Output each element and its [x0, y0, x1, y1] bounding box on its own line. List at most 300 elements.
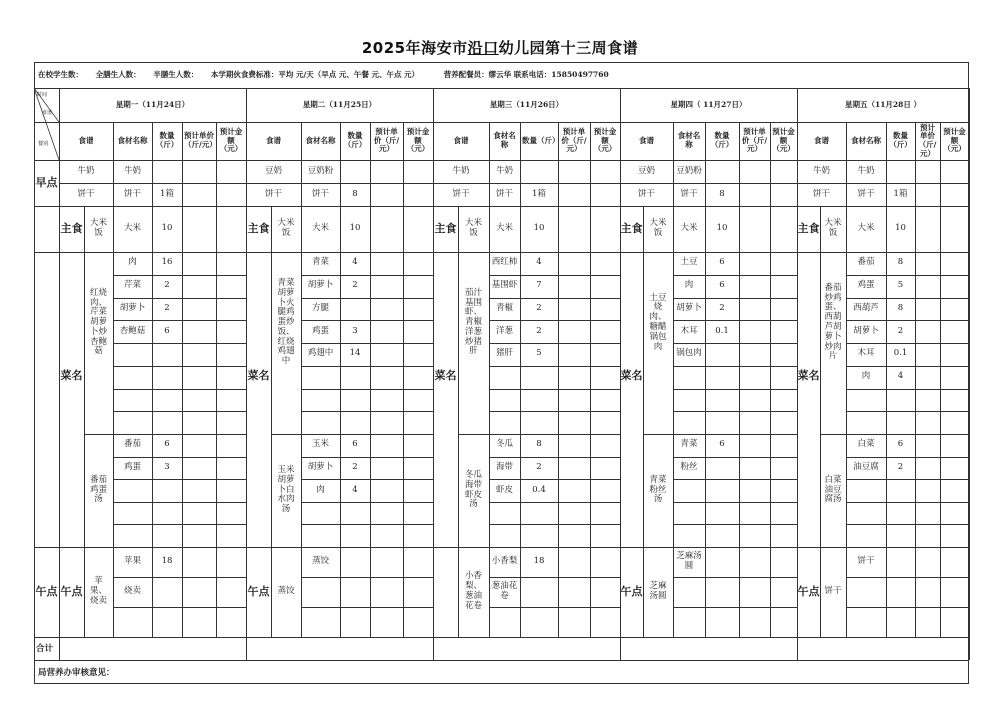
snack-ingredient: 芝麻汤圆: [676, 551, 702, 571]
soup-ingredient: [846, 524, 886, 547]
main-dish-qty: 14: [349, 348, 361, 359]
main-dish-qty: [152, 411, 182, 434]
soup-qty: [705, 457, 739, 480]
soup-qty: 8: [536, 439, 542, 450]
title-prefix: 2025年海安市: [361, 39, 468, 57]
soup-qty: [520, 524, 558, 547]
col-header-ingredient: 食材名称: [305, 135, 336, 145]
main-dish-ingredient: 基围虾: [491, 280, 518, 291]
main-dish-ingredient: [113, 411, 152, 434]
col-header-amount: 预计金额（元）: [406, 127, 430, 154]
snack-label: [797, 547, 820, 637]
staple-qty: 10: [349, 223, 361, 234]
grid-line: [59, 637, 60, 660]
grid-line: [739, 547, 740, 637]
main-dish-qty: [886, 389, 915, 412]
main-dish-ingredient: 猪肝: [495, 348, 513, 359]
grid-line: [182, 122, 183, 547]
grid-line: [370, 547, 371, 637]
snack-recipe: 饼干: [824, 586, 842, 597]
grid-line: [590, 547, 591, 637]
breakfast-qty: [152, 160, 182, 183]
dishes-char-1: 菜: [247, 369, 259, 382]
main-dish-recipe: 青菜胡萝卜火腿鸡蛋炒饭、红烧鸡翅中: [277, 278, 295, 367]
dishes-char-1: 菜: [434, 369, 446, 382]
grid-line: [34, 660, 969, 661]
main-dish-qty: 4: [352, 257, 358, 268]
main-dish-ingredient: 青菜: [311, 257, 329, 268]
main-dish-ingredient: 方腿: [311, 302, 329, 313]
col-header-price: 预计单价（斤/元）: [561, 127, 587, 154]
staple-ingredient: 大米: [680, 223, 698, 234]
main-dish-ingredient: [301, 411, 340, 434]
soup-qty: 3: [164, 462, 170, 472]
main-dish-ingredient: 鸡蛋: [311, 325, 329, 336]
grid-line: [216, 122, 217, 547]
main-dish-ingredient: 肉: [684, 280, 694, 291]
breakfast-char-2: 点: [46, 175, 58, 189]
soup-qty: [152, 479, 182, 502]
day-header: 星期一（11月24日）: [115, 99, 190, 109]
grid-line: [915, 547, 916, 637]
grid-line: [940, 547, 941, 637]
breakfast-recipe: 饼干: [77, 188, 95, 199]
main-dish-qty: 0.1: [715, 325, 729, 336]
staple-char-1: 主: [620, 221, 632, 235]
total-label: 合计: [36, 644, 54, 654]
grid-line: [770, 547, 771, 637]
corner-label-time: 时间: [36, 92, 47, 99]
main-dish-ingredient: 肉: [861, 371, 871, 382]
soup-qty: [886, 524, 915, 547]
snack-qty: [886, 547, 915, 577]
col-header-recipe: 食谱: [78, 135, 94, 145]
main-dish-qty: 6: [719, 257, 725, 268]
day-header: 星期二（11月25日）: [302, 99, 377, 109]
main-dish-qty: [520, 411, 558, 434]
staple-qty: 10: [895, 223, 906, 234]
breakfast-ingredient: 饼干: [311, 188, 329, 199]
snack-ingredient: 苹果: [123, 556, 141, 567]
staple-label: [433, 206, 458, 252]
col-header-price: 预计单价（斤/元）: [184, 131, 217, 149]
snack-ingredient: [301, 577, 340, 607]
fee-standard: 本学期伙食费标准：平均 元/天（早点 元、午餐 元、午点 元）: [210, 70, 420, 79]
col-header-amount: 预计金额（元）: [593, 127, 617, 154]
full-meal-count: 全膳生人数：: [95, 70, 141, 79]
snack-ingredient: [846, 607, 886, 637]
corner-label-meal: 餐别: [37, 141, 48, 148]
main-dish-qty: 3: [352, 325, 358, 336]
soup-qty: [886, 479, 915, 502]
col-header-qty: 数量（斤）: [710, 131, 734, 149]
breakfast-ingredient: 豆奶粉: [307, 165, 334, 176]
main-dish-ingredient: 胡萝卜: [853, 325, 879, 336]
main-dish-ingredient: [489, 389, 520, 412]
main-dish-qty: [152, 366, 182, 389]
main-dish-qty: 8: [897, 257, 904, 268]
breakfast-ingredient: 饼干: [123, 188, 141, 199]
snack-qty: [340, 607, 370, 637]
main-dish-qty: 4: [897, 371, 904, 382]
snack-recipe: 蒸饺: [277, 586, 295, 597]
soup-ingredient: [673, 524, 705, 547]
info-row: [38, 69, 619, 80]
snack-qty: [520, 607, 558, 637]
snack-qty: [886, 577, 915, 607]
snack-qty: 18: [161, 556, 173, 567]
snack-recipe: 芝麻汤圆: [649, 581, 667, 601]
main-dish-qty: 2: [897, 325, 904, 336]
col-header-price: 预计单价（斤/元）: [741, 127, 768, 154]
dishes-char-2: 名: [808, 369, 820, 382]
grid-line: [403, 122, 404, 547]
main-dish-qty: 2: [719, 302, 725, 313]
snack-qty: [152, 577, 182, 607]
main-dish-ingredient: [113, 366, 152, 389]
snack-ingredient: 蒸饺: [311, 556, 329, 567]
dishes-char-1: 菜: [60, 369, 72, 382]
snack-ingredient: 葱油花卷: [491, 581, 518, 601]
grid-line: [558, 547, 559, 637]
grid-line: [770, 122, 771, 547]
breakfast-ingredient: 饼干: [495, 188, 513, 199]
staple-char-1: 主: [797, 221, 809, 235]
dishes-label: [59, 252, 84, 547]
snack-qty: [705, 607, 739, 637]
col-header-ingredient: 食材名称: [493, 131, 516, 149]
snack-ingredient: [846, 577, 886, 607]
breakfast-recipe: 牛奶: [77, 165, 95, 176]
grid-line: [915, 122, 916, 547]
main-dish-qty: 4: [536, 257, 542, 268]
corner-label-recipe: 食谱: [41, 110, 52, 117]
breakfast-ingredient: 牛奶: [857, 165, 875, 176]
main-dish-recipe: 茄汁基围虾、青椒洋葱炒猪肝: [464, 287, 482, 357]
main-dish-recipe: 番茄炒鸡蛋、西葫芦胡萝卜炒肉片: [824, 282, 842, 362]
breakfast-label: [34, 160, 59, 206]
grid-line: [370, 122, 371, 547]
snack-char-1: 午: [247, 584, 259, 598]
col-header-qty: 数量（斤）: [889, 131, 912, 149]
snack-qty: [705, 547, 739, 577]
students-count: 在校学生数：: [38, 70, 83, 79]
dishes-label: [797, 252, 820, 547]
snack-char-2: 点: [71, 584, 83, 598]
col-header-recipe: 食谱: [814, 135, 829, 145]
col-header-recipe: 食谱: [266, 135, 281, 145]
half-meal-count: 半膳生人数：: [153, 70, 199, 79]
breakfast-qty: 1箱: [893, 188, 908, 199]
main-dish-qty: [705, 366, 739, 389]
snack-qty: [340, 577, 370, 607]
staple-label: [59, 206, 84, 252]
breakfast-qty: [340, 160, 370, 183]
main-dish-ingredient: 西葫芦: [853, 302, 879, 313]
dishes-char-1: 菜: [797, 369, 809, 382]
grid-line: [34, 637, 969, 638]
snack-ingredient: [113, 607, 152, 637]
staple-ingredient: 大米: [495, 223, 513, 234]
col-header-amount: 预计金额（元）: [219, 127, 243, 154]
soup-ingredient: [113, 502, 152, 525]
main-dish-qty: 2: [536, 302, 542, 313]
main-dish-ingredient: 鸡翅中: [307, 348, 334, 359]
snack-char-2: 点: [631, 584, 643, 598]
staple-recipe: 大米饭: [649, 218, 667, 238]
main-dish-qty: 0.1: [893, 348, 908, 359]
main-dish-ingredient: [846, 411, 886, 434]
soup-ingredient: [113, 479, 152, 502]
breakfast-ingredient: 饼干: [857, 188, 875, 199]
col-header-recipe: 食谱: [453, 135, 469, 145]
main-dish-ingredient: 胡萝卜: [307, 280, 334, 291]
main-dish-ingredient: [673, 411, 705, 434]
main-dish-ingredient: [113, 343, 152, 366]
breakfast-recipe: 饼干: [264, 188, 282, 199]
snack-recipe: 小香梨、葱油花卷: [464, 571, 482, 611]
soup-qty: 4: [352, 484, 358, 495]
main-dish-qty: [152, 389, 182, 412]
main-dish-ingredient: [301, 366, 340, 389]
soup-qty: 2: [536, 462, 542, 472]
soup-ingredient: 粉丝: [680, 462, 698, 472]
breakfast-ingredient: 饼干: [680, 188, 698, 199]
main-dish-qty: 2: [164, 302, 170, 313]
soup-qty: [340, 524, 370, 547]
main-dish-ingredient: 胡萝卜: [119, 302, 146, 313]
soup-qty: [340, 502, 370, 525]
nutritionist-contact: 营养配餐员：缪云华 联系电话：15850497760: [443, 70, 609, 79]
soup-qty: [705, 502, 739, 525]
staple-label: [797, 206, 820, 252]
main-dish-qty: 5: [536, 348, 542, 359]
breakfast-ingredient: 牛奶: [123, 165, 141, 176]
breakfast-qty: 1箱: [160, 188, 174, 199]
main-dish-ingredient: 芹菜: [123, 280, 141, 291]
breakfast-qty: 8: [352, 188, 358, 199]
soup-ingredient: [113, 524, 152, 547]
main-dish-qty: 6: [719, 280, 725, 291]
soup-ingredient: [489, 524, 520, 547]
col-header-ingredient: 食材名称: [851, 135, 881, 145]
snack-char-1: 午: [797, 584, 809, 598]
soup-ingredient: [846, 502, 886, 525]
snack-ingredient: 饼干: [857, 556, 875, 567]
main-dish-ingredient: 青椒: [495, 302, 513, 313]
col-header-amount: 预计金额（元）: [772, 127, 795, 154]
main-dish-ingredient: 木耳: [857, 348, 875, 359]
soup-qty: 6: [164, 439, 170, 450]
snack-label: [246, 547, 271, 637]
page-title: [0, 37, 1000, 58]
dishes-char-2: 名: [71, 369, 83, 382]
soup-recipe: 白菜油豆腐汤: [824, 474, 842, 505]
soup-ingredient: [846, 479, 886, 502]
snack-ingredient: [673, 577, 705, 607]
soup-qty: 2: [897, 462, 904, 472]
main-dish-ingredient: 杏鲍菇: [119, 325, 146, 336]
main-dish-ingredient: [489, 411, 520, 434]
main-dish-ingredient: 锅包肉: [676, 348, 702, 359]
soup-recipe: 番茄鸡蛋汤: [89, 474, 107, 505]
soup-ingredient: 胡萝卜: [307, 462, 334, 472]
main-dish-ingredient: 木耳: [680, 325, 698, 336]
main-dish-qty: 5: [897, 280, 904, 291]
snack-qty: [520, 577, 558, 607]
staple-qty: 10: [533, 223, 545, 234]
staple-char-1: 主: [434, 221, 446, 235]
breakfast-qty: [886, 160, 915, 183]
grid-line: [590, 122, 591, 547]
soup-qty: 6: [352, 439, 358, 450]
soup-qty: 0.4: [532, 484, 546, 495]
grid-line: [182, 547, 183, 637]
breakfast-recipe: 饼干: [812, 188, 830, 199]
main-dish-recipe: 红烧肉、芹菜胡萝卜炒杏鲍菇: [89, 287, 107, 357]
col-header-qty: 数量（斤）: [522, 135, 560, 145]
dishes-char-2: 名: [445, 369, 457, 382]
soup-recipe: 青菜粉丝汤: [649, 474, 667, 505]
soup-qty: 6: [897, 439, 904, 450]
breakfast-qty: [520, 160, 558, 183]
snack-char-1: 午: [60, 584, 72, 598]
main-dish-qty: 7: [536, 280, 542, 291]
breakfast-ingredient: 牛奶: [495, 165, 513, 176]
soup-ingredient: 鸡蛋: [123, 462, 141, 472]
grid-line: [558, 122, 559, 547]
snack-ingredient: [489, 607, 520, 637]
soup-qty: [152, 502, 182, 525]
col-header-price: 预计单价（斤/元）: [918, 122, 937, 158]
main-dish-qty: 6: [164, 325, 170, 336]
soup-ingredient: [301, 502, 340, 525]
snack-qty: [152, 607, 182, 637]
review-label: 局营养办审核意见：: [38, 668, 115, 678]
day-header: 星期五（11月28日 ）: [845, 99, 921, 109]
breakfast-qty: 1箱: [532, 188, 546, 199]
dishes-char-2: 名: [258, 369, 270, 382]
soup-ingredient: 白菜: [857, 439, 875, 450]
main-dish-qty: [886, 411, 915, 434]
main-dish-qty: [340, 298, 370, 321]
dishes-label: [246, 252, 271, 547]
main-dish-qty: 2: [536, 325, 542, 336]
dishes-label: [620, 252, 643, 547]
main-dish-ingredient: 洋葱: [495, 325, 513, 336]
col-header-recipe: 食谱: [639, 135, 654, 145]
main-dish-qty: 2: [352, 280, 358, 291]
soup-ingredient: 肉: [316, 484, 325, 495]
day-header: 星期四（ 11月27日）: [670, 99, 747, 109]
grid-line: [739, 122, 740, 547]
main-dish-qty: [705, 343, 739, 366]
staple-char-2: 食: [445, 221, 457, 235]
soup-qty: 2: [352, 462, 358, 472]
staple-char-2: 食: [258, 221, 270, 235]
soup-qty: [520, 502, 558, 525]
main-dish-qty: [705, 411, 739, 434]
staple-ingredient: 大米: [857, 223, 875, 234]
soup-ingredient: 虾皮: [495, 484, 513, 495]
staple-label: [246, 206, 271, 252]
staple-recipe: 大米饭: [277, 218, 295, 238]
snack-ingredient: [301, 607, 340, 637]
breakfast-qty: 8: [719, 188, 725, 199]
soup-ingredient: 海带: [495, 462, 513, 472]
soup-recipe: 冬瓜海带虾皮汤: [464, 469, 482, 510]
snack-qty: [886, 607, 915, 637]
staple-ingredient: 大米: [311, 223, 329, 234]
soup-ingredient: [301, 524, 340, 547]
staple-qty: 10: [161, 223, 173, 234]
breakfast-recipe: 饼干: [452, 188, 470, 199]
main-dish-ingredient: [673, 366, 705, 389]
staple-ingredient: 大米: [123, 223, 141, 234]
main-dish-ingredient: 胡萝卜: [676, 302, 702, 313]
breakfast-ingredient: 豆奶粉: [676, 165, 702, 176]
title-suffix: 幼儿园第十三周食谱: [498, 39, 639, 57]
main-dish-ingredient: 番茄: [857, 257, 875, 268]
staple-qty: 10: [716, 223, 728, 234]
col-header-ingredient: 食材名称: [117, 135, 148, 145]
staple-char-2: 食: [631, 221, 643, 235]
snack-outer-char-1: 午: [35, 584, 47, 598]
snack-ingredient: [673, 607, 705, 637]
main-dish-recipe: 土豆烧肉、糖醋锅包肉: [649, 292, 667, 352]
snack-label: [59, 547, 84, 637]
main-dish-qty: [340, 389, 370, 412]
soup-ingredient: [673, 502, 705, 525]
staple-char-1: 主: [60, 221, 72, 235]
main-dish-qty: [340, 411, 370, 434]
col-header-ingredient: 食材名称: [677, 131, 701, 149]
breakfast-recipe: 豆奶: [264, 165, 282, 176]
main-dish-qty: 2: [164, 280, 170, 291]
soup-qty: [705, 524, 739, 547]
snack-qty: [705, 577, 739, 607]
snack-char-2: 点: [808, 584, 820, 598]
day-header: 星期三（11月26日）: [489, 99, 564, 109]
main-dish-qty: 8: [897, 302, 904, 313]
grid-line: [216, 547, 217, 637]
snack-qty: 18: [533, 556, 545, 567]
soup-ingredient: 青菜: [680, 439, 698, 450]
soup-ingredient: 冬瓜: [495, 439, 513, 450]
snack-outer-label: [34, 547, 59, 637]
soup-ingredient: [489, 502, 520, 525]
col-header-amount: 预计金额（元）: [943, 127, 966, 154]
main-dish-qty: [340, 366, 370, 389]
staple-recipe: 大米饭: [89, 218, 107, 238]
soup-ingredient: 番茄: [123, 439, 141, 450]
snack-ingredient: 小香梨: [491, 556, 518, 567]
main-dish-ingredient: 土豆: [680, 257, 698, 268]
title-district: 沿口: [467, 39, 499, 57]
soup-ingredient: 玉米: [311, 439, 329, 450]
main-dish-ingredient: [113, 389, 152, 412]
snack-ingredient: 烧卖: [123, 586, 141, 597]
dishes-char-1: 菜: [620, 369, 632, 382]
snack-qty: [340, 547, 370, 577]
main-dish-ingredient: 西红柿: [491, 257, 518, 268]
main-dish-qty: [520, 366, 558, 389]
main-dish-qty: [520, 389, 558, 412]
snack-char-2: 点: [258, 584, 270, 598]
snack-recipe: 苹果、烧卖: [89, 576, 107, 606]
breakfast-recipe: 牛奶: [812, 165, 830, 176]
col-header-price: 预计单价（斤/元）: [373, 127, 400, 154]
